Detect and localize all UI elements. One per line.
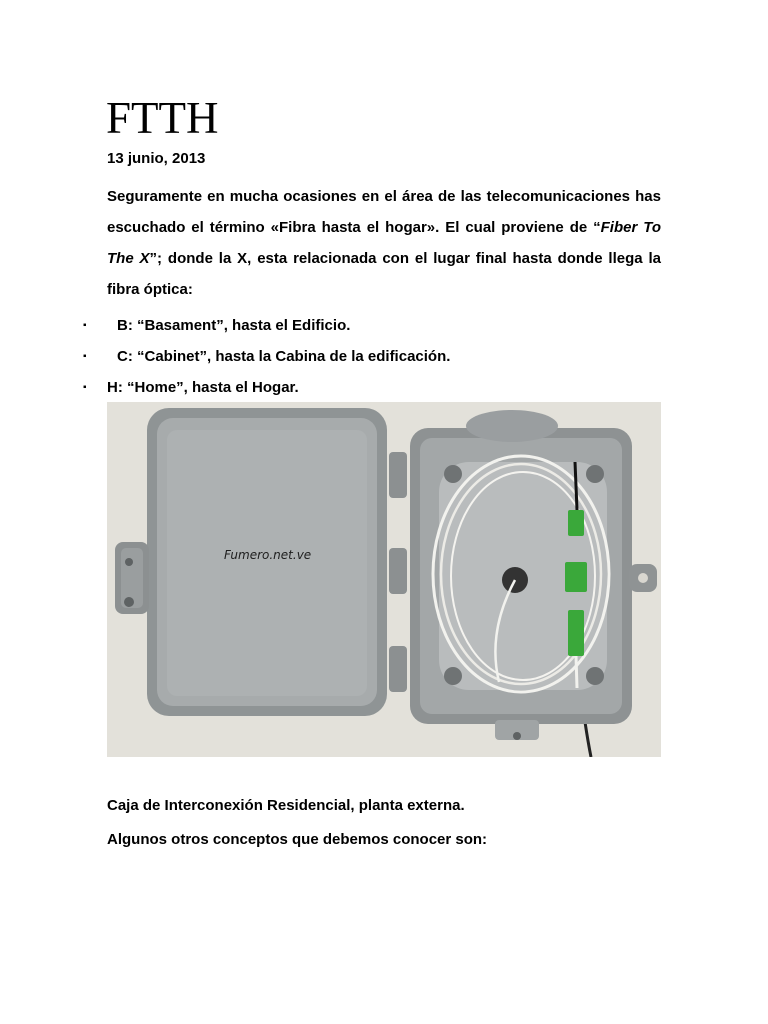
image-caption: Caja de Interconexión Residencial, planta externa. [107,797,465,814]
closing-line: Algunos otros conceptos que debemos conocer son: [107,831,488,848]
bullet-marker: ▪ [83,351,87,362]
bullet-text: B: “Basament”, hasta el Edificio. [117,317,351,334]
fiber-box-photo [107,402,661,757]
intro-paragraph [107,181,661,305]
fiber-box-illustration [107,402,661,757]
bullet-text: C: “Cabinet”, hasta la Cabina de la edificación. [117,348,451,365]
intro-emphasis: Fiber To The X [107,219,661,267]
intro-text-2: ”; donde la X, esta relacionada con el lugar final hasta donde llega la fibra óptica: [107,250,661,298]
bullet-marker: ▪ [83,320,87,331]
page-title: FTTH [106,93,219,143]
image-watermark: Fumero.net.ve [224,548,312,562]
post-date: 13 junio, 2013 [107,150,206,167]
bullet-text: H: “Home”, hasta el Hogar. [107,379,299,396]
bullet-marker: ▪ [83,382,87,393]
intro-text-1: Seguramente en mucha ocasiones en el área de las telecomunicaciones has escuchado el término «Fibra hasta el hogar». El cual proviene de “ [107,188,661,236]
